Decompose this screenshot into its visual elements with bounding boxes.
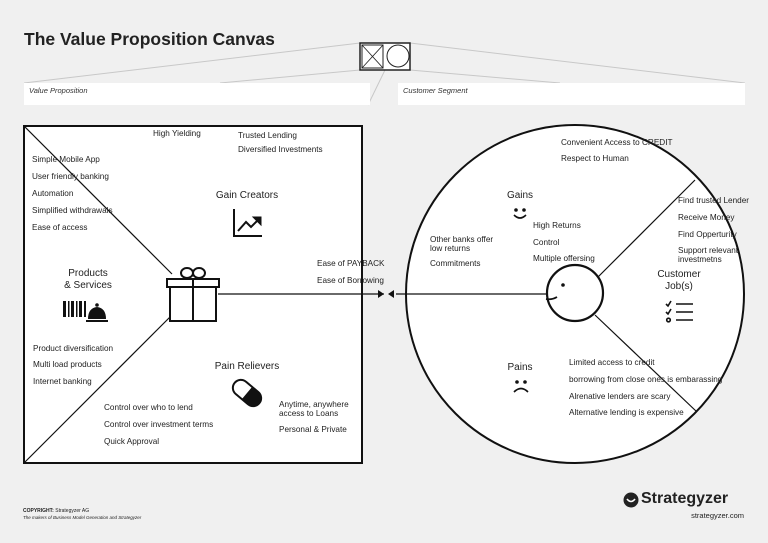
- pain-item: borrowing from close ones is embarassing: [569, 375, 723, 384]
- customer-job-item: Find Opperturity: [678, 230, 737, 239]
- products-label-line2: & Services: [64, 280, 112, 291]
- customer-segment-label: Customer Segment: [403, 86, 468, 95]
- copyright-line: [23, 508, 89, 514]
- mini-canvas-icon: [360, 43, 410, 70]
- pain-reliever-item: Quick Approval: [104, 437, 160, 446]
- copyright-label: COPYRIGHT:: [23, 508, 54, 514]
- pain-relievers-label: Pain Relievers: [214, 361, 280, 372]
- brand-name: Strategyzer: [641, 490, 729, 507]
- gain-item: Other banks offer low returns: [430, 235, 494, 253]
- gain-creators-label: Gain Creators: [215, 190, 279, 201]
- fit-item: Ease of PAYBACK: [317, 259, 385, 268]
- gain-item: Respect to Human: [561, 154, 629, 163]
- gain-creator-item: Automation: [32, 189, 74, 198]
- gain-creator-item: Trusted Lending: [238, 131, 297, 140]
- customer-job-item: Support relevant investmetns: [678, 246, 739, 264]
- gain-creator-item: High Yielding: [153, 129, 201, 138]
- pain-reliever-item: Control over investment terms: [104, 420, 214, 429]
- customer-jobs-label-line1: Customer: [657, 269, 701, 280]
- pain-reliever-item: Personal & Private: [279, 425, 347, 434]
- gains-label: Gains: [506, 190, 534, 201]
- value-proposition-header: [24, 83, 370, 105]
- pain-item: Alrenative lenders are scary: [569, 392, 671, 401]
- copyright-owner: Strategyzer AG: [55, 508, 90, 514]
- customer-face-icon: [546, 265, 603, 321]
- product-item: Product diversification: [33, 344, 114, 353]
- page-title: The Value Proposition Canvas: [24, 29, 275, 49]
- tagline: The makers of Business Model Generation and Strategyzer: [23, 515, 142, 520]
- pain-item: Limited access to credit: [569, 358, 655, 367]
- fit-item: Ease of Borrowing: [317, 276, 384, 285]
- value-proposition-label: Value Proposition: [29, 86, 88, 95]
- gain-creator-item: User friendly banking: [32, 172, 109, 181]
- customer-jobs-label-line2: Job(s): [665, 281, 693, 292]
- pain-item: Alternative lending is expensive: [569, 408, 684, 417]
- product-item: Multi load products: [33, 360, 102, 369]
- product-item: Internet banking: [33, 377, 92, 386]
- customer-job-item: Find trusted Lender: [678, 196, 750, 205]
- gain-item: High Returns: [533, 221, 581, 230]
- gain-item: Control: [533, 238, 560, 247]
- pains-label: Pains: [507, 362, 533, 373]
- strategyzer-logo-icon: [624, 493, 639, 508]
- gain-creator-item: Diversified Investments: [238, 145, 323, 154]
- customer-segment-header: [398, 83, 745, 105]
- gain-creator-item: Ease of access: [32, 223, 88, 232]
- gain-item: Commitments: [430, 259, 481, 268]
- brand-url[interactable]: strategyzer.com: [691, 511, 744, 520]
- pain-reliever-item: Anytime, anywhere access to Loans: [279, 400, 349, 418]
- products-label-line1: Products: [68, 268, 108, 279]
- gain-creator-item: Simplified withdrawals: [32, 206, 113, 215]
- pain-reliever-item: Control over who to lend: [104, 403, 193, 412]
- gain-item: Multiple offersing: [533, 254, 595, 263]
- gain-creator-item: Simple Mobile App: [32, 155, 100, 164]
- gain-item: Convenient Access to CREDIT: [561, 138, 673, 147]
- fit-arrows: [378, 290, 394, 298]
- customer-job-item: Receive Money: [678, 213, 735, 222]
